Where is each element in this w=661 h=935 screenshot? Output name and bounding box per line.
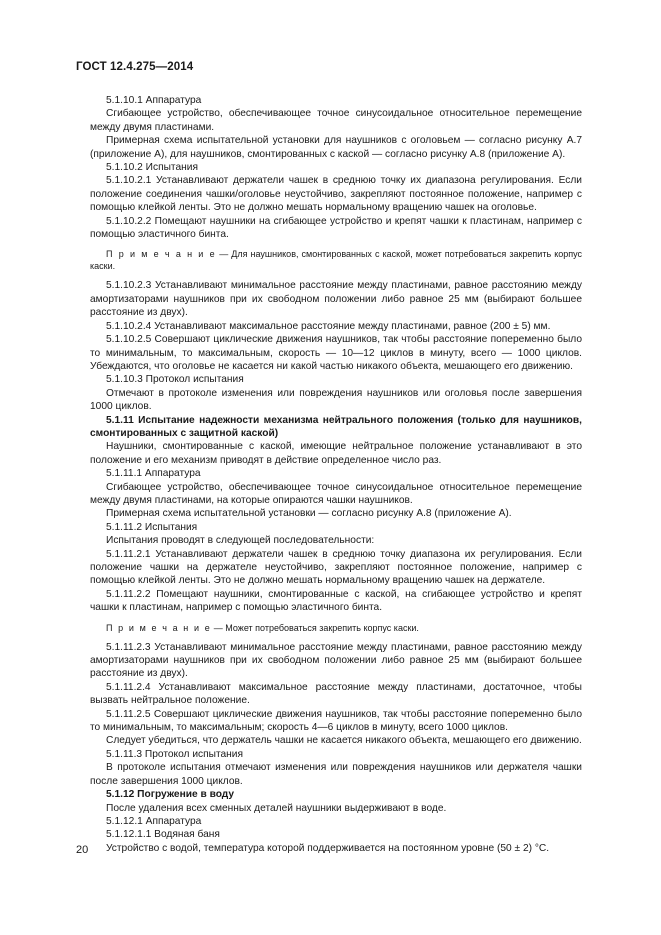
document-body	[90, 94, 582, 855]
paragraph: 5.1.11.2.4 Устанавливают максимальное расстояние между пластинами, достаточное, чтобы вызвать нейтральное положение.	[90, 681, 582, 707]
note-text: — Для наушников, смонтированных с каской, может потребоваться закрепить корпус каски.	[90, 249, 583, 272]
paragraph: 5.1.10.2.5 Совершают циклические движения наушников, так чтобы расстояние попеременно было то минимальным, то максимальным, скорость — 10—12 циклов в минуту, всего — 1000 циклов. Убеждаются, что оголовье не касается ни какой частью никакого объекта, мешающего его движению.	[90, 334, 582, 372]
paragraph: Примерная схема испытательной установки — согласно рисунку А.8 (приложение А).	[106, 508, 512, 520]
paragraph: 5.1.11.2.1 Устанавливают держатели чашек в среднюю точку диапазона их регулирования. Если положение чашки на держателе неустойчиво, закрепляют постоянное положение, например с помощью клейкой ленты. Это не должно мешать нормальному вращению чашек на держателе.	[90, 548, 582, 587]
paragraph: 5.1.10.2.2 Помещают наушники на сгибающее устройство и крепят чашки к пластинам, например с помощью эластичного бинта.	[90, 215, 582, 241]
paragraph: После удаления всех сменных деталей наушники выдерживают в воде.	[106, 802, 447, 814]
paragraph: 5.1.10.2.1 Устанавливают держатели чашек в среднюю точку их диапазона регулирования. Если положение соединения чашки/оголовье неустойчиво, закрепляют постоянное положение, например с помощью клейкой ленты. Это не должно мешать нормальному вращению чашек на оголовье.	[90, 175, 582, 214]
paragraph: 5.1.12.1 Аппаратура	[106, 815, 202, 827]
paragraph: Отмечают в протоколе изменения или повреждения наушников или оголовья после завершения 1000 циклов.	[90, 387, 582, 413]
paragraph: 5.1.11.2 Испытания	[106, 521, 198, 533]
paragraph: Наушники, смонтированные с каской, имеющие нейтральное положение устанавливают в это положение и его механизм приводят в действие определенное число раз.	[90, 441, 582, 466]
paragraph: Примерная схема испытательной установки для наушников с оголовьем — согласно рисунку А.7 (приложение А), для наушников, смонтированных с каской — согласно рисунку А.8 (приложение А).	[90, 135, 582, 160]
paragraph: 5.1.10.2 Испытания	[106, 162, 198, 174]
section-heading: 5.1.12 Погружение в воду	[106, 789, 235, 801]
paragraph: Сгибающее устройство, обеспечивающее точное синусоидальное относительное перемещение между двумя пластинами, на которые опираются чашки наушников.	[90, 481, 582, 506]
paragraph: 5.1.10.2.4 Устанавливают максимальное расстояние между пластинами, равное (200 ± 5) мм.	[106, 320, 551, 332]
section-heading: 5.1.11 Испытание надежности механизма нейтрального положения (только для наушников, смонтированных с защитной каской)	[90, 414, 582, 439]
note-paragraph	[90, 248, 582, 272]
paragraph: 5.1.10.2.3 Устанавливают минимальное расстояние между пластинами, равное расстоянию между амортизаторами наушников при их свободном положении либо равное 25 мм (выбирают большее расстояние из двух).	[90, 280, 582, 319]
paragraph: Сгибающее устройство, обеспечивающее точное синусоидальное относительное перемещение между двумя пластинами.	[90, 108, 582, 133]
paragraph: 5.1.11.2.2 Помещают наушники, смонтированные с каской, на сгибающее устройство и крепят чашки к пластинам, например с помощью эластичного бинта.	[90, 588, 582, 614]
paragraph: Испытания проводят в следующей последовательности:	[106, 535, 375, 547]
note-text: — Может потребоваться закрепить корпус каски.	[211, 622, 419, 633]
paragraph: 5.1.11.2.3 Устанавливают минимальное расстояние между пластинами, равное расстоянию между амортизаторами наушников при их свободном положении либо равное 25 мм (выбирают большее расстояние из двух).	[90, 641, 582, 680]
paragraph: 5.1.11.3 Протокол испытания	[106, 748, 244, 760]
paragraph: В протоколе испытания отмечают изменения или повреждения наушников или держателя чашки после завершения 1000 циклов.	[90, 762, 582, 787]
note-paragraph	[90, 622, 582, 634]
paragraph: 5.1.12.1.1 Водяная баня	[106, 829, 220, 841]
paragraph: 5.1.11.1 Аппаратура	[106, 468, 201, 480]
paragraph: Устройство с водой, температура которой поддерживается на постоянном уровне (50 ± 2) °С.	[106, 842, 550, 854]
paragraph: 5.1.11.2.5 Совершают циклические движения наушников, так чтобы расстояние попеременно было то минимальным, то максимальным; скорость 4—6 циклов в минуту, всего 1000 циклов.	[90, 708, 582, 734]
note-label: П р и м е ч а н и е	[106, 622, 212, 633]
document-header: ГОСТ 12.4.275—2014	[76, 61, 194, 73]
paragraph: 5.1.10.1 Аппаратура	[106, 95, 202, 106]
paragraph: 5.1.10.3 Протокол испытания	[106, 374, 244, 386]
note-label: П р и м е ч а н и е	[106, 249, 217, 260]
paragraph: Следует убедиться, что держатель чашки не касается никакого объекта, мешающего его движению.	[106, 735, 582, 747]
page-number: 20	[76, 844, 89, 856]
